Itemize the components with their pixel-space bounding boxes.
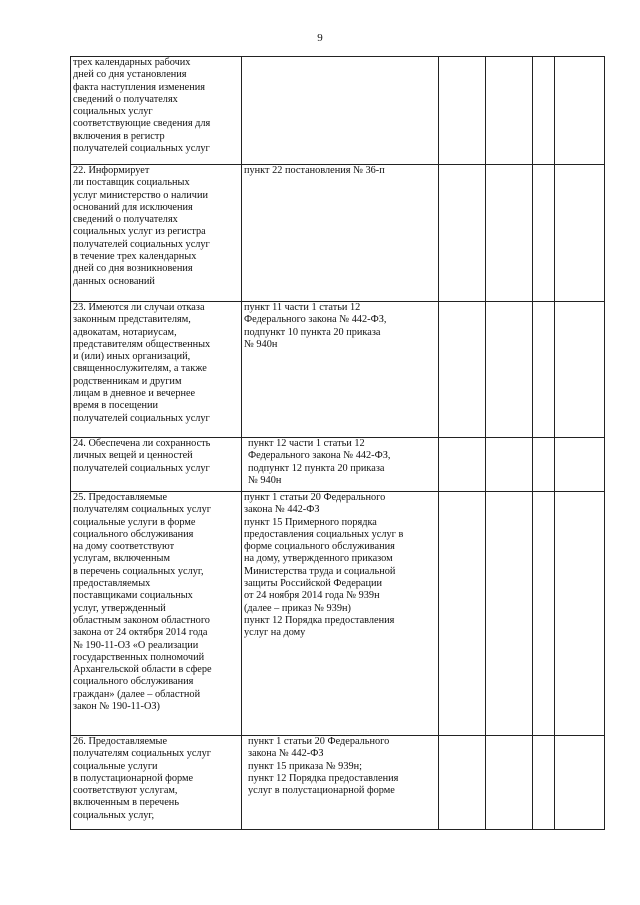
table-row [71,736,605,830]
note-cell [555,438,605,492]
answer-yes-cell [439,57,486,165]
answer-yes-cell [439,302,486,438]
answer-no-cell [486,302,533,438]
answer-na-cell [533,57,555,165]
answer-no-cell [486,492,533,736]
answer-no-cell [486,165,533,302]
question-cell: 22. Информирует ли поставщик социальных услуг министерство о наличии оснований для исключения сведений о получателях социальных услуг из регистра получателей социальных услуг в течение трех календарных дней со дня возникновения данных оснований [71,165,242,302]
answer-na-cell [533,165,555,302]
answer-yes-cell [439,492,486,736]
question-cell: 26. Предоставляемые получателям социальных услуг социальные услуги в полустационарной форме соответствуют услугам, включенным в перечень социальных услуг, [71,736,242,830]
table-row [71,57,605,165]
question-cell: трех календарных рабочих дней со дня установления факта наступления изменения сведений о получателях социальных услуг соответствующие сведения для включения в регистр получателей социальных услуг [71,57,242,165]
answer-no-cell [486,438,533,492]
table-row [71,302,605,438]
reference-cell: пункт 11 части 1 статьи 12 Федерального закона № 442-ФЗ, подпункт 10 пункта 20 приказа № 940н [242,302,439,438]
answer-na-cell [533,736,555,830]
note-cell [555,302,605,438]
reference-cell: пункт 22 постановления № 36-п [242,165,439,302]
question-cell: 25. Предоставляемые получателям социальных услуг социальные услуги в форме социального обслуживания на дому соответствуют услугам, включенным в перечень социальных услуг, предоставляемых поставщиками социальных услуг, утвержденный областным законом областного закона от 24 октября 2014 года № 190-11-ОЗ «О реализации государственных полномочий Архангельской области в сфере социального обслуживания граждан» (далее – областной закон № 190-11-ОЗ) [71,492,242,736]
reference-cell: пункт 1 статьи 20 Федерального закона № 442-ФЗ пункт 15 Примерного порядка предоставления социальных услуг в форме социального обслуживания на дому, утвержденного приказом Министерства труда и социальной защиты Российской Федерации от 24 ноября 2014 года № 939н (далее – приказ № 939н) пункт 12 Порядка предоставления услуг на дому [242,492,439,736]
answer-no-cell [486,736,533,830]
answer-no-cell [486,57,533,165]
reference-cell [242,57,439,165]
reference-cell: пункт 12 части 1 статьи 12 Федерального закона № 442-ФЗ, подпункт 12 пункта 20 приказа № 940н [242,438,439,492]
reference-cell: пункт 1 статьи 20 Федерального закона № 442-ФЗ пункт 15 приказа № 939н; пункт 12 Порядка предоставления услуг в полустационарной форме [242,736,439,830]
note-cell [555,165,605,302]
answer-yes-cell [439,165,486,302]
answer-yes-cell [439,438,486,492]
question-cell: 23. Имеются ли случаи отказа законным представителям, адвокатам, нотариусам, представителям общественных и (или) иных организаций, священнослужителям, а также родственникам и другим лицам в дневное и вечернее время в посещении получателей социальных услуг [71,302,242,438]
table-row [71,165,605,302]
answer-na-cell [533,438,555,492]
question-cell: 24. Обеспечена ли сохранность личных вещей и ценностей получателей социальных услуг [71,438,242,492]
answer-na-cell [533,302,555,438]
note-cell [555,736,605,830]
answer-yes-cell [439,736,486,830]
table-row [71,438,605,492]
page-number: 9 [317,32,323,44]
table-row [71,492,605,736]
note-cell [555,492,605,736]
answer-na-cell [533,492,555,736]
checklist-table [70,56,605,830]
note-cell [555,57,605,165]
